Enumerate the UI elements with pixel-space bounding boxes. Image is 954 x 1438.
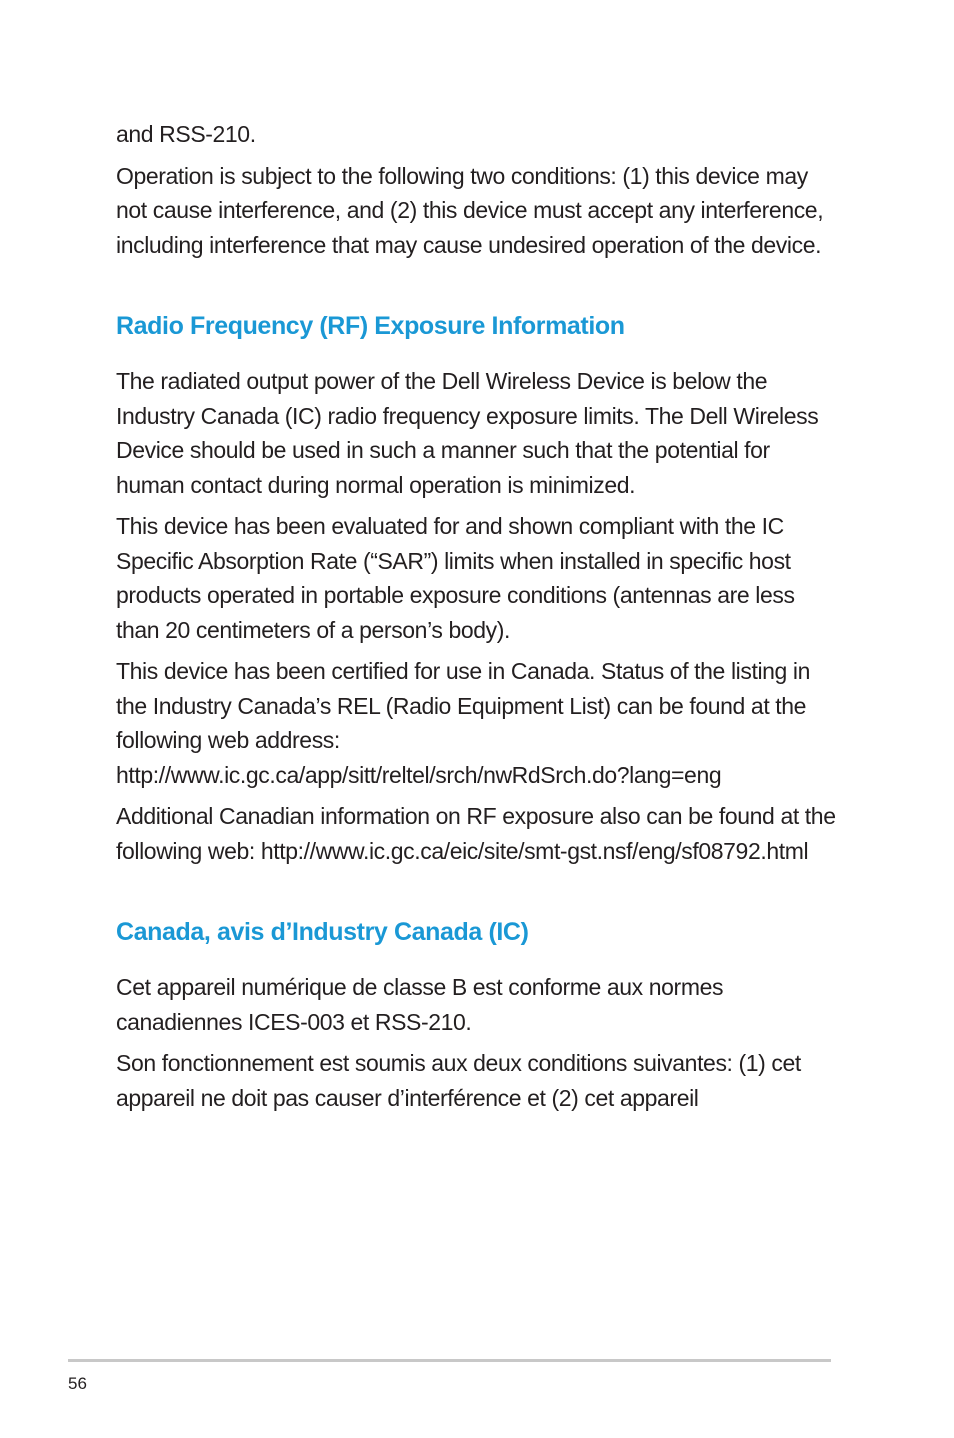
rf-exposure-heading: Radio Frequency (RF) Exposure Information — [116, 312, 625, 340]
footer-divider — [68, 1359, 831, 1362]
page-number: 56 — [68, 1374, 87, 1393]
rf-paragraph-output-power: The radiated output power of the Dell Wireless Device is below the Industry Canada (IC) radio frequency exposure limits. The Dell Wireless Device should be used in such a manner such that the potential for human contact during normal operation is minimized. — [116, 368, 819, 498]
intro-continuation: and RSS-210. — [116, 121, 256, 147]
rf-paragraph-sar: This device has been evaluated for and shown compliant with the IC Specific Absorption Rate (“SAR”) limits when installed in specific host products operated in portable exposure conditions (antennas are less than 20 centimeters of a person’s body). — [116, 513, 795, 643]
ic-paragraph-conditions: Son fonctionnement est soumis aux deux conditions suivantes: (1) cet appareil ne doit pas causer d’interférence et (2) cet appareil — [116, 1050, 801, 1111]
ic-notice-heading: Canada, avis d’Industry Canada (IC) — [116, 918, 529, 946]
ic-paragraph-class-b: Cet appareil numérique de classe B est conforme aux normes canadiennes ICES-003 et RSS-210. — [116, 974, 724, 1035]
rf-paragraph-additional-info: Additional Canadian information on RF exposure also can be found at the following web: http://www.ic.gc.ca/eic/site/smt-gst.nsf/eng/sf08792.html — [116, 803, 836, 864]
page-content — [116, 117, 836, 1122]
rf-paragraph-certification: This device has been certified for use in Canada. Status of the listing in the Industry Canada’s REL (Radio Equipment List) can be found at the following web address: http://www.ic.gc.ca/app/sitt/reltel/srch/nwRdSrch.do?lang=eng — [116, 658, 811, 788]
intro-conditions: Operation is subject to the following two conditions: (1) this device may not cause interference, and (2) this device must accept any interference, including interference that may cause undesired operation of the device. — [116, 162, 824, 258]
